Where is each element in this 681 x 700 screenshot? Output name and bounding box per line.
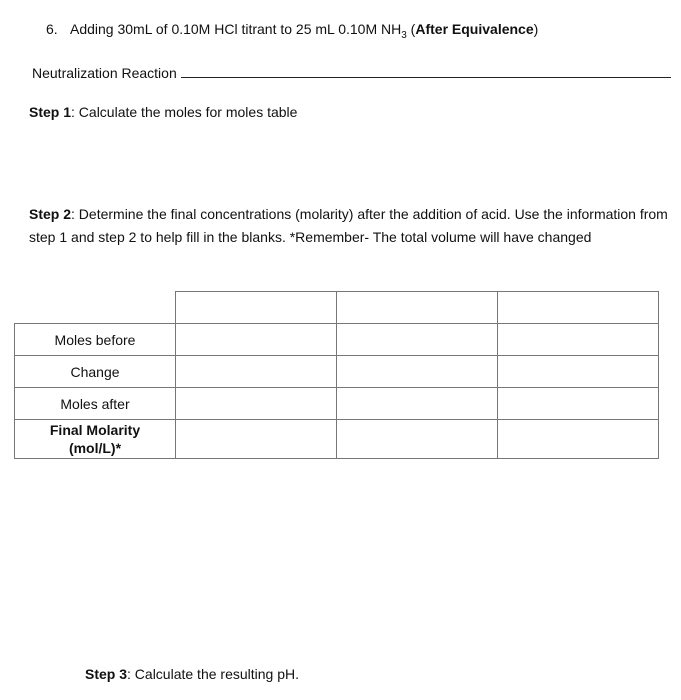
question-paren-close: ) bbox=[533, 21, 539, 37]
row-label-final-molarity bbox=[15, 420, 176, 459]
step1 bbox=[29, 104, 297, 120]
table-cell[interactable] bbox=[337, 324, 498, 356]
table-cell[interactable] bbox=[498, 324, 659, 356]
table-cell[interactable] bbox=[498, 292, 659, 324]
neutralization-reaction bbox=[32, 65, 671, 81]
table-cell[interactable] bbox=[176, 292, 337, 324]
question-text: Adding 30mL of 0.10M HCl titrant to 25 mL 0.10M NH bbox=[70, 21, 402, 37]
table-row bbox=[15, 356, 659, 388]
table-cell[interactable] bbox=[176, 388, 337, 420]
table-row bbox=[15, 388, 659, 420]
step3 bbox=[85, 666, 299, 682]
table-cell[interactable] bbox=[337, 356, 498, 388]
neutralization-label: Neutralization Reaction bbox=[32, 65, 177, 81]
table-cell[interactable] bbox=[337, 292, 498, 324]
question-bold: After Equivalence bbox=[415, 21, 534, 37]
table-cell[interactable] bbox=[498, 356, 659, 388]
row-label: Moles before bbox=[15, 324, 176, 356]
table-header-row bbox=[15, 292, 659, 324]
step3-text: : Calculate the resulting pH. bbox=[127, 666, 299, 682]
table-cell[interactable] bbox=[176, 420, 337, 459]
step1-label: Step 1 bbox=[29, 104, 72, 120]
step2-text: : Determine the final concentrations (molarity) after the addition of acid. Use the information from step 1 and step 2 to help fill in the blanks. *Remember- The total volume will have changed bbox=[29, 206, 668, 245]
question-paren-open: ( bbox=[406, 21, 416, 37]
table-row bbox=[15, 324, 659, 356]
step2-label: Step 2 bbox=[29, 206, 72, 222]
table-row bbox=[15, 420, 659, 459]
neutralization-answer-line[interactable] bbox=[181, 65, 671, 78]
row-label-line1: Final Molarity bbox=[49, 422, 141, 438]
row-label: Change bbox=[15, 356, 176, 388]
table-cell[interactable] bbox=[337, 388, 498, 420]
row-label: Moles after bbox=[15, 388, 176, 420]
step3-label: Step 3 bbox=[85, 666, 128, 682]
table-corner bbox=[15, 292, 176, 324]
question-title bbox=[46, 21, 538, 41]
question-number: 6. bbox=[46, 21, 58, 37]
table-cell[interactable] bbox=[176, 324, 337, 356]
step1-text: : Calculate the moles for moles table bbox=[71, 104, 298, 120]
ice-table bbox=[14, 291, 659, 459]
table-cell[interactable] bbox=[498, 420, 659, 459]
question-subscript: 3 bbox=[401, 29, 407, 41]
table-cell[interactable] bbox=[498, 388, 659, 420]
table-cell[interactable] bbox=[337, 420, 498, 459]
row-label-line2: (mol/L)* bbox=[68, 440, 122, 456]
table-cell[interactable] bbox=[176, 356, 337, 388]
step2 bbox=[29, 203, 669, 248]
